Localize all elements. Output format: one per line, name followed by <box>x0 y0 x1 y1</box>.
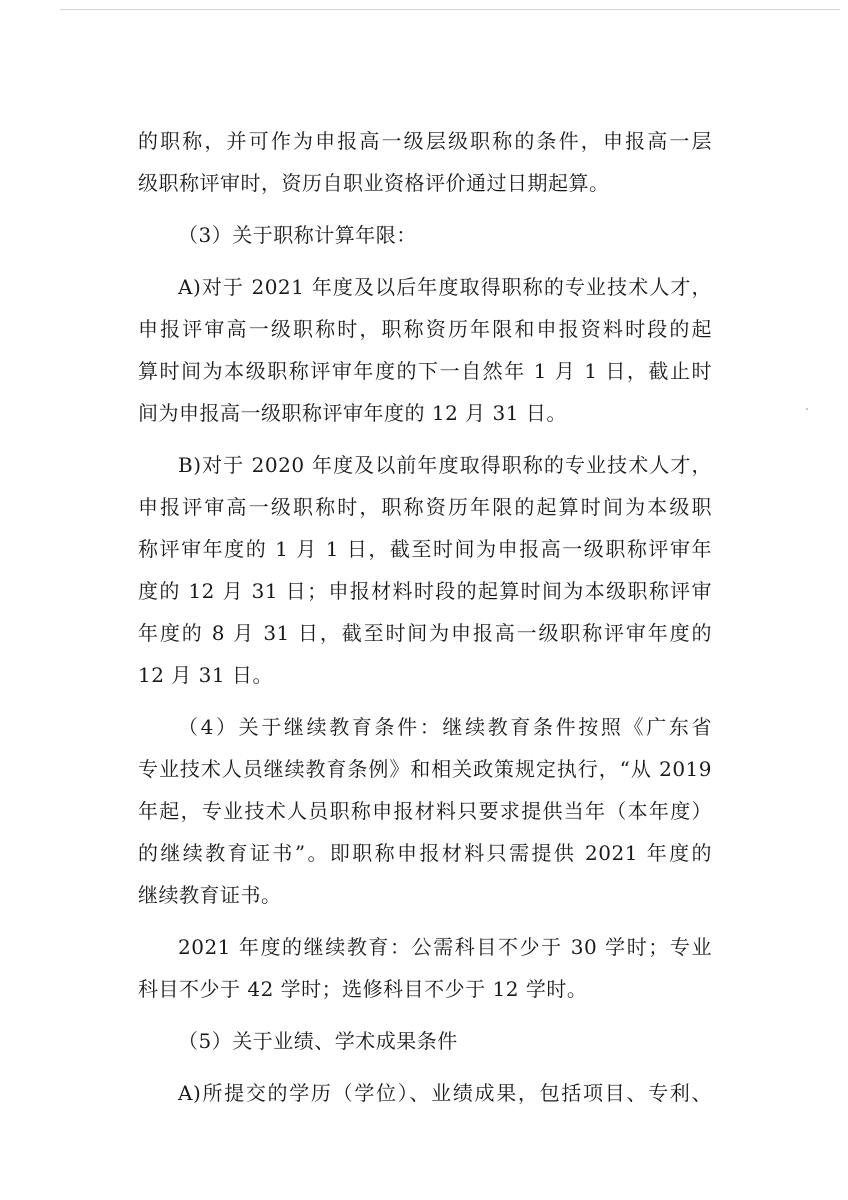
paragraph-4-hours <box>138 926 712 1010</box>
section-heading-5 <box>138 1020 712 1062</box>
text-line: 间为申报高一级职称评审年度的 12 月 31 日。 <box>138 401 567 425</box>
heading-text: （5）关于业绩、学术成果条件 <box>178 1029 458 1053</box>
text-line: 科目不少于 42 学时；选修科目不少于 12 学时。 <box>138 977 588 1001</box>
text-line: （4）关于继续教育条件：继续教育条件按照《广东省 <box>178 715 712 739</box>
text-line: 申报评审高一级职称时，职称资历年限的起算时间为本级职 <box>138 495 712 519</box>
text-line: 年起，专业技术人员职称申报材料只要求提供当年（本年度） <box>138 799 712 823</box>
text-line: A)所提交的学历（学位）、业绩成果，包括项目、专利、 <box>178 1081 712 1105</box>
text-line: 的继续教育证书”。即职称申报材料只需提供 2021 年度的 <box>138 841 712 865</box>
heading-text: （3）关于职称计算年限： <box>178 223 417 247</box>
paragraph-3b <box>138 444 712 696</box>
paragraph-continued <box>138 120 712 204</box>
scan-edge-line <box>60 9 840 10</box>
text-line: B)对于 2020 年度及以前年度取得职称的专业技术人才， <box>178 453 712 477</box>
text-line: 的职称，并可作为申报高一级层级职称的条件，申报高一层 <box>138 129 712 153</box>
section-heading-3 <box>138 214 712 256</box>
scan-speck <box>806 408 808 410</box>
text-line: 继续教育证书。 <box>138 883 282 907</box>
text-line: 级职称评审时，资历自职业资格评价通过日期起算。 <box>138 171 610 195</box>
paragraph-5a <box>138 1072 712 1114</box>
text-line: 度的 12 月 31 日；申报材料时段的起算时间为本级职称评审 <box>138 579 712 603</box>
text-line: 2021 年度的继续教育：公需科目不少于 30 学时；专业 <box>178 935 712 959</box>
text-line: A)对于 2021 年度及以后年度取得职称的专业技术人才， <box>178 275 712 299</box>
text-line: 专业技术人员继续教育条例》和相关政策规定执行，“从 2019 <box>138 757 712 781</box>
text-line: 年度的 8 月 31 日，截至时间为申报高一级职称评审年度的 <box>138 621 712 645</box>
text-line: 算时间为本级职称评审年度的下一自然年 1 月 1 日，截止时 <box>138 359 712 383</box>
document-body <box>138 120 712 1124</box>
text-line: 12 月 31 日。 <box>138 663 273 687</box>
text-line: 称评审年度的 1 月 1 日，截至时间为申报高一级职称评审年 <box>138 537 712 561</box>
paragraph-4 <box>138 706 712 916</box>
paragraph-3a <box>138 266 712 434</box>
text-line: 申报评审高一级职称时，职称资历年限和申报资料时段的起 <box>138 317 712 341</box>
